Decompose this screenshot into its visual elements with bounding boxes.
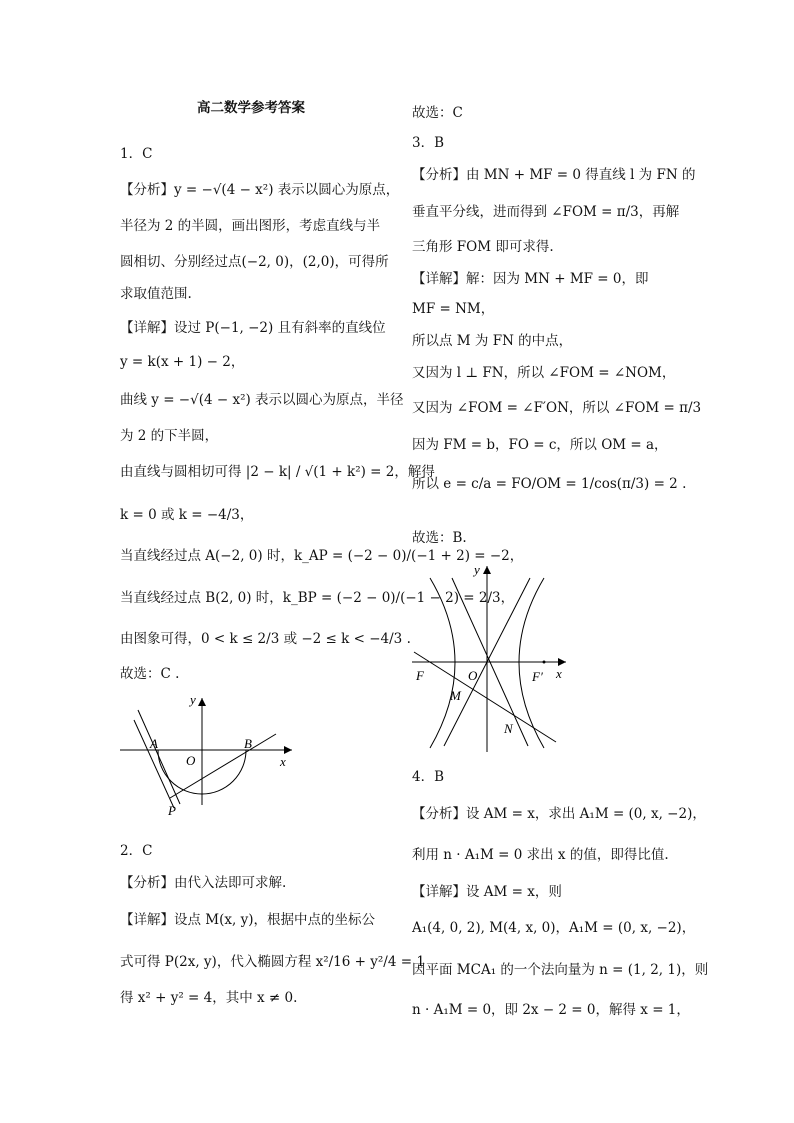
label-p: P [168,803,176,818]
label-m: M [450,688,461,703]
label-y: y [190,692,196,707]
q1-analysis-line: 求取值范围. [120,286,192,302]
page-title: 高二数学参考答案 [197,100,305,116]
q3-detail-line: 因为 FM = b，FO = c，所以 OM = a， [412,437,668,453]
q4-detail-line: 【详解】设 AM = x，则 [412,884,562,900]
q3-detail-line: 【详解】解：因为 MN + MF = 0，即 [412,271,649,287]
q1-detail-line: 由图象可得，0 < k ≤ 2/3 或 −2 ≤ k < −4/3 . [120,631,411,647]
q3-answer: 故选：B. [412,530,467,546]
q1-detail-line: 【详解】设过 P(−1, −2) 且有斜率的直线位 [120,320,386,336]
label-f-prime: F′ [532,669,543,684]
y-axis-arrow [198,698,206,706]
label-a: A [150,736,158,751]
hyperbola-left-branch [430,578,455,748]
hyperbola-right-branch [519,578,544,748]
q3-detail-line: 所以 e = c/a = FO/OM = 1/cos(π/3) = 2 . [412,476,687,492]
q2-analysis: 【分析】由代入法即可求解. [120,875,287,891]
focus-point [543,661,546,664]
q4-detail-line: n · A₁M = 0，即 2x − 2 = 0，解得 x = 1， [412,1002,690,1018]
q4-detail-line: 因平面 MCA₁ 的一个法向量为 n = (1, 2, 1)，则 [412,962,709,978]
q3-analysis-line: 【分析】由 MN + MF = 0 得直线 l 为 FN 的 [412,167,696,183]
q1-analysis-line: 【分析】y = −√(4 − x²) 表示以圆心为原点， [120,182,400,198]
q1-detail-line: 由直线与圆相切可得 |2 − k| / √(1 + k²) = 2，解得 [120,464,435,480]
q3-detail-line: MF = NM， [412,301,495,317]
label-o: O [186,753,196,768]
q4-detail-line: A₁(4, 0, 2), M(4, x, 0)，A₁M = (0, x, −2)， [412,920,696,936]
q1-detail-line: 当直线经过点 A(−2, 0) 时，k_AP = (−2 − 0)/(−1 + 2) = −2， [120,548,524,564]
q4-analysis-line: 【分析】设 AM = x，求出 A₁M = (0, x, −2)， [412,806,706,822]
label-y: y [474,562,480,577]
tangent-line [134,720,174,808]
q1-detail-line: y = k(x + 1) − 2， [120,354,245,370]
q3-detail-line: 又因为 ∠FOM = ∠F′ON，所以 ∠FOM = π/3 [412,400,702,416]
q1-detail-line: 当直线经过点 B(2, 0) 时，k_BP = (−2 − 0)/(−1 − 2) = 2/3， [120,590,515,606]
label-b: B [244,736,252,751]
figure-semicircle-tangent [118,692,298,818]
x-axis-arrow [558,658,566,666]
q1-answer: 故选：C . [120,666,180,682]
q4-number: 4．B [412,769,445,785]
q1-detail-line: 曲线 y = −√(4 − x²) 表示以圆心为原点，半径 [120,392,404,408]
figure-hyperbola [410,560,570,755]
label-x: x [280,754,286,769]
label-x: x [556,666,562,681]
x-axis-arrow [284,746,292,754]
q3-detail-line: 又因为 l ⊥ FN，所以 ∠FOM = ∠NOM， [412,365,676,381]
line-pb [138,710,180,804]
q3-detail-line: 所以点 M 为 FN 的中点， [412,333,573,349]
q3-analysis-line: 三角形 FOM 即可求得. [412,239,554,255]
q3-analysis-line: 垂直平分线，进而得到 ∠FOM = π/3，再解 [412,204,680,220]
label-n: N [504,721,513,736]
q2-detail-line: 式可得 P(2x, y)，代入椭圆方程 x²/16 + y²/4 = 1 [120,954,425,970]
q2-detail-line: 得 x² + y² = 4，其中 x ≠ 0. [120,990,298,1006]
q1-analysis-line: 圆相切、分别经过点(−2, 0)，(2,0)，可得所 [120,254,389,270]
label-o: O [468,668,478,683]
q1-detail-line: k = 0 或 k = −4/3， [120,507,254,523]
q2-answer: 故选：C [412,105,463,121]
q1-detail-line: 为 2 的下半圆， [120,428,219,444]
q4-analysis-line: 利用 n · A₁M = 0 求出 x 的值，即得比值. [412,847,669,863]
q1-analysis-line: 半径为 2 的半圆，画出图形，考虑直线与半 [120,218,381,234]
q1-number: 1．C [120,146,153,162]
q3-number: 3．B [412,135,445,151]
y-axis-arrow [483,566,491,574]
q2-detail-line: 【详解】设点 M(x, y)，根据中点的坐标公 [120,912,375,928]
q2-number: 2．C [120,843,153,859]
label-f: F [416,668,424,683]
